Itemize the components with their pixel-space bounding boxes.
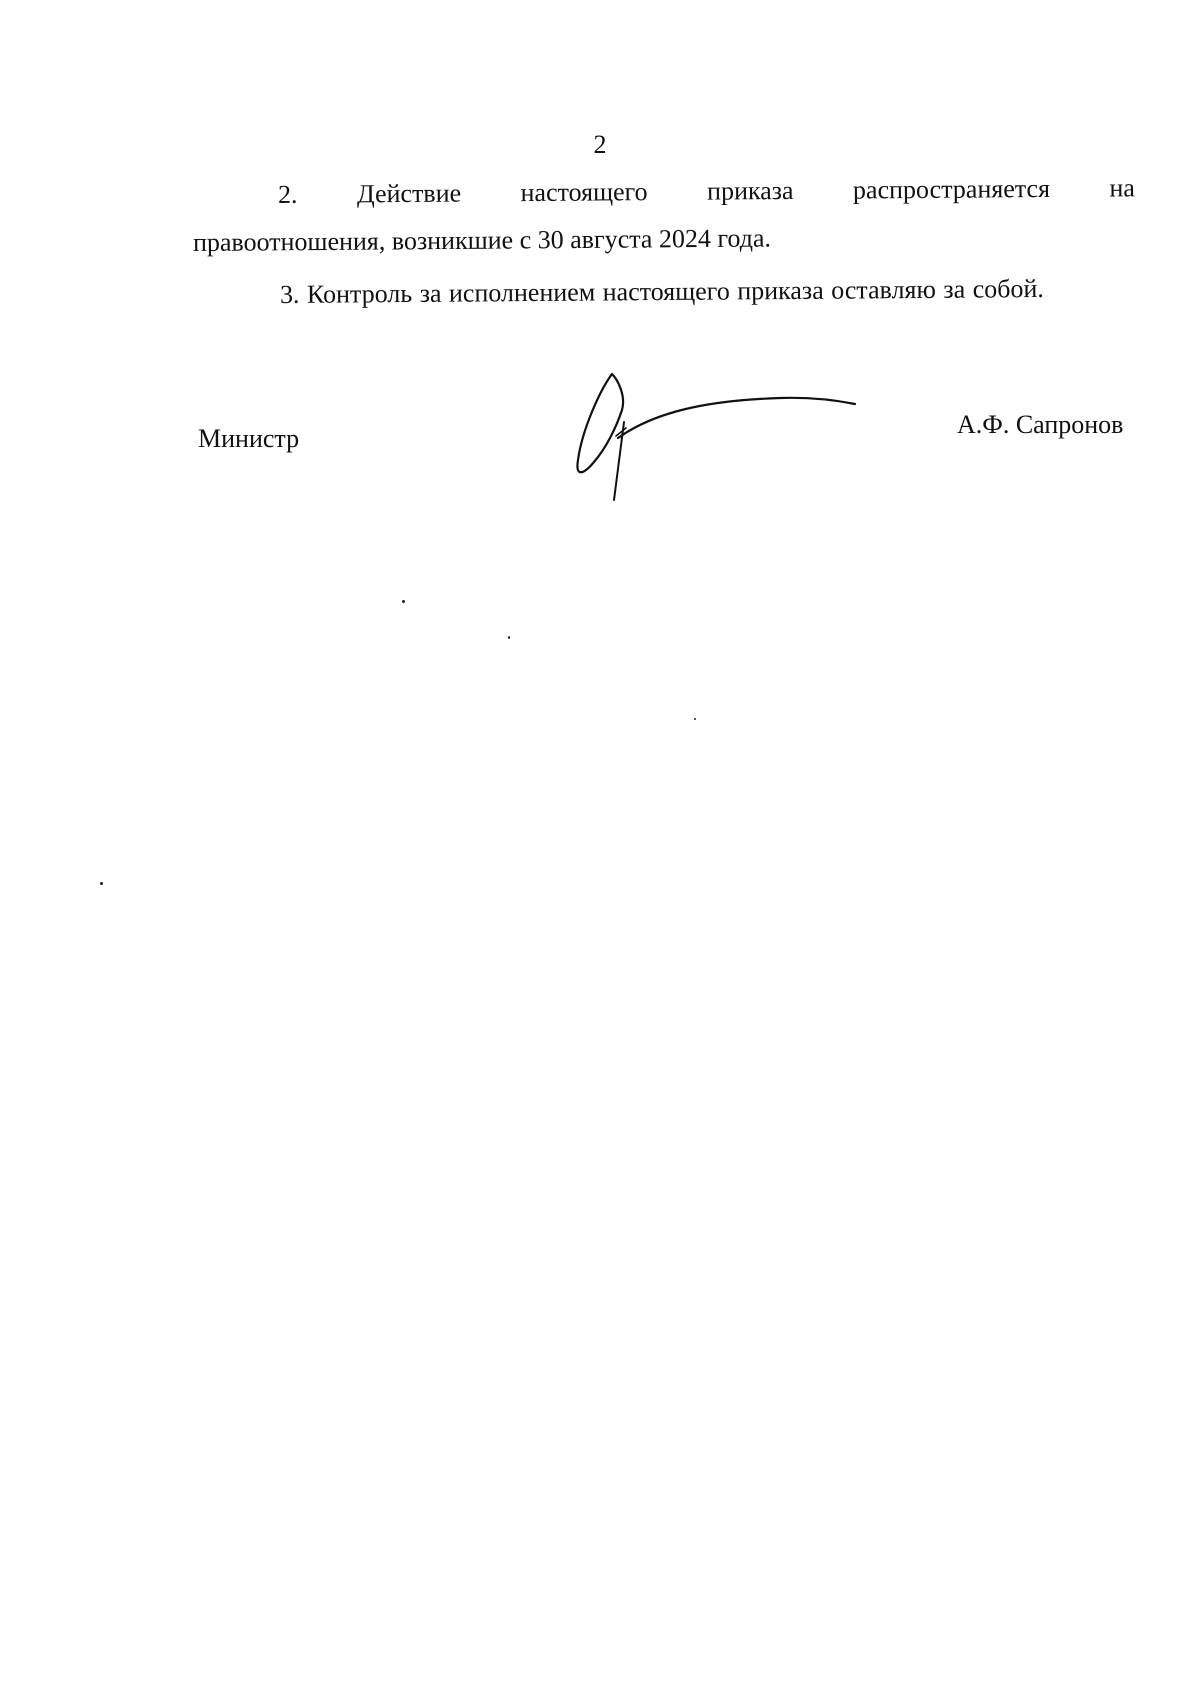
paragraph-3: 3. Контроль за исполнением настоящего приказа оставляю за собой. [279, 274, 1044, 309]
scan-speck [100, 882, 103, 885]
paragraph-2-word: распространяется [852, 173, 1051, 205]
paragraph-2-line-2: правоотношения, возникшие с 30 августа 2024 года. [192, 223, 772, 257]
signature-stroke [577, 374, 623, 472]
paragraph-2-word: на [1109, 173, 1136, 203]
scan-speck [402, 600, 405, 603]
paragraph-2-word: настоящего [520, 177, 648, 208]
scan-speck [694, 718, 696, 720]
scan-speck [508, 636, 510, 639]
paragraph-2-line-1 [278, 173, 1135, 210]
handwritten-signature [570, 370, 860, 505]
signatory-name: А.Ф. Сапронов [957, 410, 1124, 439]
page-number: 2 [593, 130, 607, 159]
signature-stroke [618, 398, 855, 438]
paragraph-2-word: 2. [277, 179, 298, 209]
signatory-title: Министр [198, 424, 300, 453]
paragraph-2-word: Действие [356, 178, 462, 209]
paragraph-2-word: приказа [706, 175, 794, 206]
